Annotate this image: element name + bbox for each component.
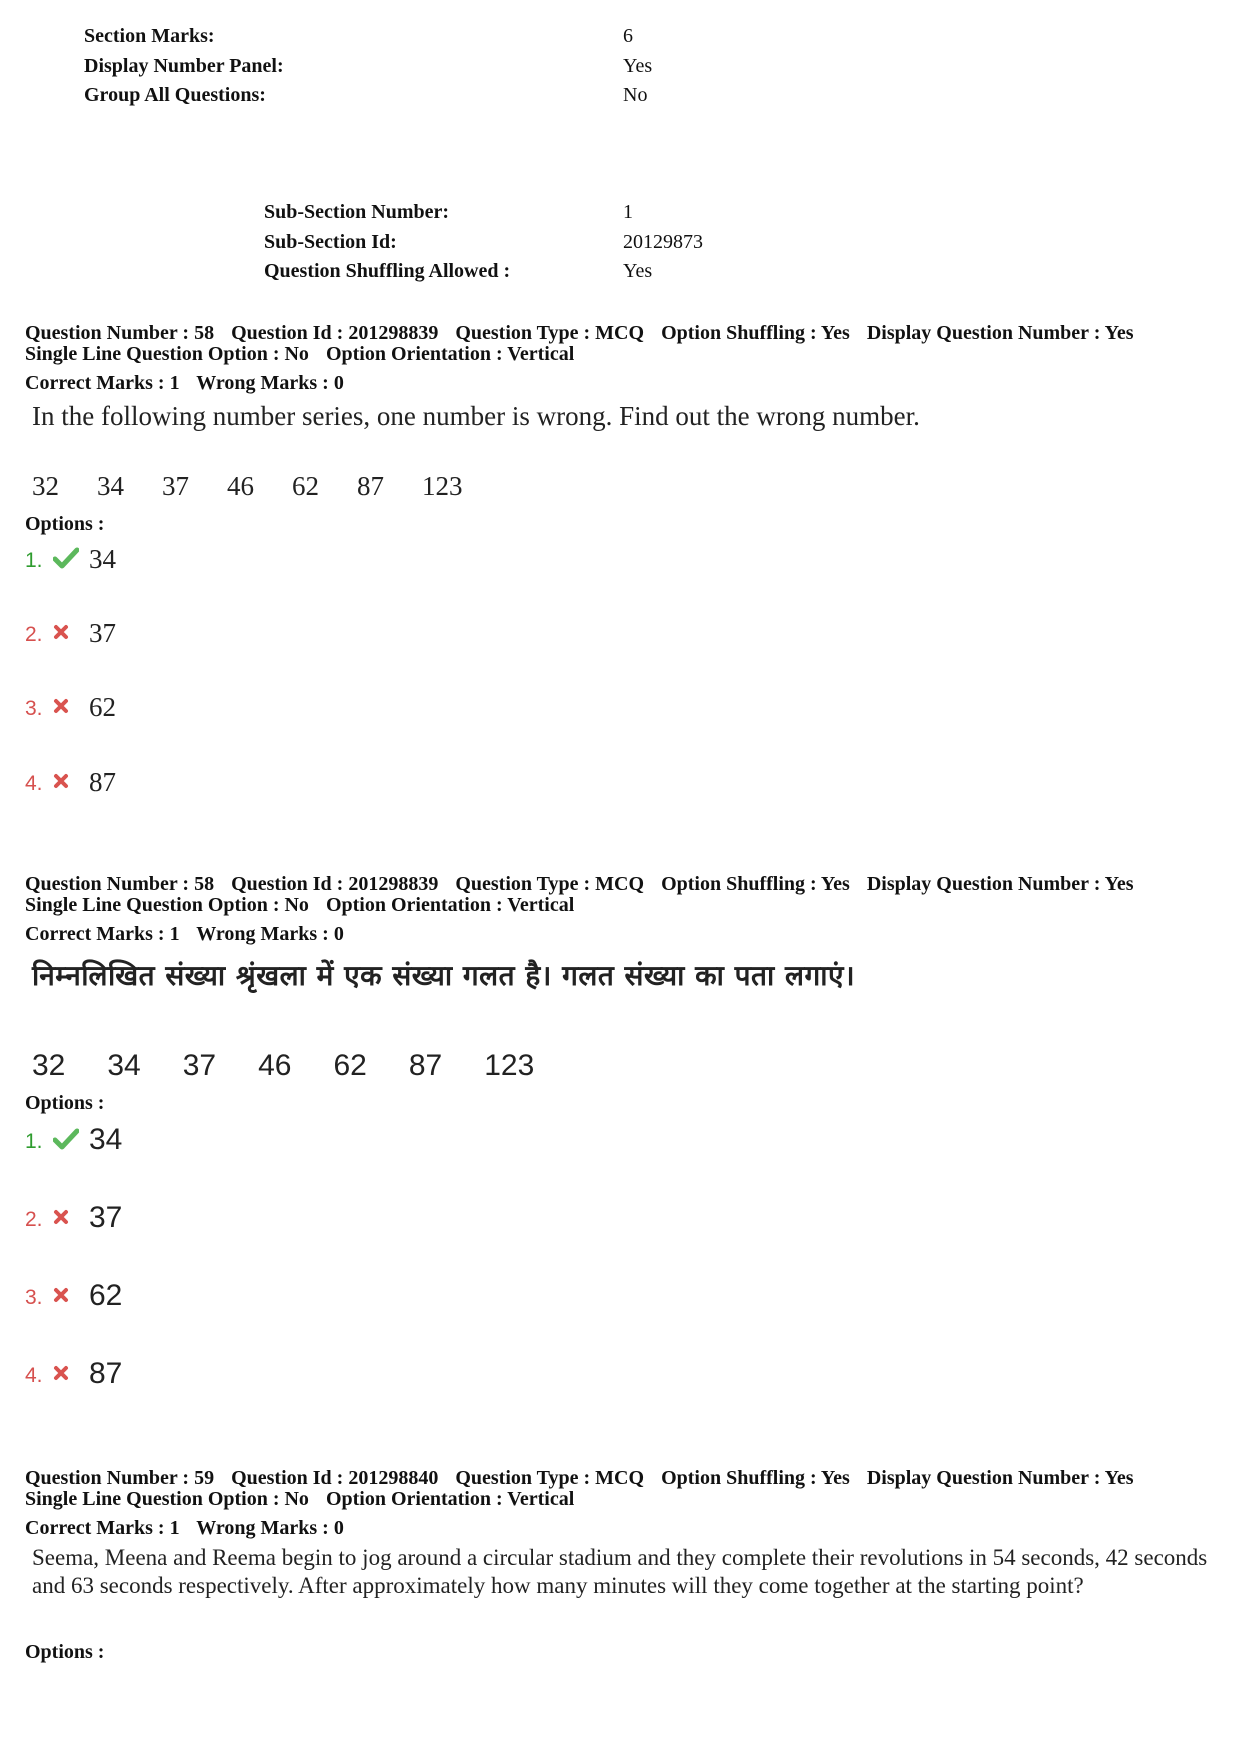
option-item[interactable] — [25, 543, 116, 573]
question-id: Question Id : 201298839 — [231, 873, 439, 895]
series-number: 87 — [357, 471, 384, 501]
series-number: 34 — [97, 471, 124, 501]
series-number: 123 — [422, 471, 463, 501]
question-number: Question Number : 58 — [25, 322, 215, 344]
option-value: 37 — [89, 618, 116, 648]
option-number: 4. — [25, 772, 43, 795]
options-label: Options : — [25, 1092, 105, 1114]
display-number-panel-value: Yes — [623, 55, 653, 77]
option-value: 34 — [89, 1123, 123, 1156]
question-meta-line-3 — [25, 1518, 356, 1539]
series-number: 32 — [32, 471, 59, 501]
series-number: 62 — [333, 1049, 367, 1082]
question-number: Question Number : 59 — [25, 1467, 215, 1489]
question-meta-line-1 — [25, 1468, 1146, 1489]
option-orientation: Option Orientation : Vertical — [325, 894, 575, 916]
cross-icon — [53, 1358, 89, 1388]
question-type: Question Type : MCQ — [455, 322, 645, 344]
sub-section-number-label: Sub-Section Number: — [264, 201, 450, 223]
option-shuffling: Option Shuffling : Yes — [661, 322, 850, 344]
wrong-marks: Wrong Marks : 0 — [196, 1517, 344, 1539]
question-text: निम्नलिखित संख्या श्रृंखला में एक संख्या गलत है। गलत संख्या का पता लगाएं। — [32, 959, 856, 992]
question-meta-line-3 — [25, 373, 356, 394]
option-number: 2. — [25, 1208, 43, 1231]
question-meta-line-3 — [25, 924, 356, 945]
question-text: In the following number series, one number is wrong. Find out the wrong number. — [32, 401, 920, 431]
question-meta-line-2 — [25, 344, 586, 365]
series-number: 37 — [182, 1049, 217, 1082]
question-meta-line-1 — [25, 874, 1146, 895]
option-item[interactable] — [25, 1280, 122, 1310]
question-type: Question Type : MCQ — [455, 1467, 645, 1489]
sub-section-number-value: 1 — [623, 201, 633, 223]
option-value: 37 — [89, 1201, 123, 1234]
series-number: 46 — [227, 471, 254, 501]
question-id: Question Id : 201298840 — [231, 1467, 439, 1489]
option-item[interactable] — [25, 691, 116, 721]
question-shuffling-value: Yes — [623, 260, 653, 282]
display-question-number: Display Question Number : Yes — [866, 873, 1134, 895]
option-value: 62 — [89, 1279, 123, 1312]
display-number-panel-label: Display Number Panel: — [84, 55, 284, 77]
option-number: 4. — [25, 1364, 43, 1387]
option-item[interactable] — [25, 766, 116, 796]
group-all-questions-label: Group All Questions: — [84, 84, 266, 106]
series-number: 37 — [162, 471, 189, 501]
cross-icon — [53, 1280, 89, 1310]
option-orientation: Option Orientation : Vertical — [325, 1488, 575, 1510]
sub-section-id-value: 20129873 — [623, 231, 703, 253]
section-marks-label: Section Marks: — [84, 25, 215, 47]
option-orientation: Option Orientation : Vertical — [325, 343, 575, 365]
option-value: 62 — [89, 692, 116, 722]
option-value: 34 — [89, 544, 116, 574]
question-text: Seema, Meena and Reema begin to jog around a circular stadium and they complete their revolutions in 54 seconds, 42 seconds and 63 seconds respectively. After approximately how many minutes will they come together at the starting point? — [32, 1545, 1208, 1598]
series-number: 46 — [258, 1049, 292, 1082]
option-item[interactable] — [25, 1202, 122, 1232]
option-shuffling: Option Shuffling : Yes — [661, 873, 850, 895]
wrong-marks: Wrong Marks : 0 — [196, 372, 344, 394]
display-question-number: Display Question Number : Yes — [866, 322, 1134, 344]
option-item[interactable] — [25, 1358, 122, 1388]
options-label: Options : — [25, 1641, 105, 1663]
correct-marks: Correct Marks : 1 — [25, 372, 180, 394]
sub-section-id-label: Sub-Section Id: — [264, 231, 397, 253]
question-meta-line-2 — [25, 1489, 586, 1510]
question-number: Question Number : 58 — [25, 873, 215, 895]
option-item[interactable] — [25, 617, 116, 647]
series-number: 123 — [484, 1049, 535, 1082]
display-question-number: Display Question Number : Yes — [866, 1467, 1134, 1489]
options-label: Options : — [25, 513, 105, 535]
question-meta-line-2 — [25, 895, 586, 916]
number-series — [32, 1049, 576, 1083]
option-number: 2. — [25, 623, 43, 646]
question-id: Question Id : 201298839 — [231, 322, 439, 344]
single-line-option: Single Line Question Option : No — [25, 343, 309, 365]
option-number: 3. — [25, 1286, 43, 1309]
cross-icon — [53, 766, 89, 796]
series-number: 32 — [32, 1049, 66, 1082]
single-line-option: Single Line Question Option : No — [25, 1488, 309, 1510]
question-meta-line-1 — [25, 323, 1146, 344]
check-icon — [53, 543, 89, 573]
option-number: 3. — [25, 697, 43, 720]
group-all-questions-value: No — [623, 84, 648, 106]
cross-icon — [53, 1202, 89, 1232]
number-series — [32, 471, 501, 502]
correct-marks: Correct Marks : 1 — [25, 923, 180, 945]
section-marks-value: 6 — [623, 25, 633, 47]
series-number: 62 — [292, 471, 319, 501]
option-shuffling: Option Shuffling : Yes — [661, 1467, 850, 1489]
option-number: 1. — [25, 549, 43, 572]
wrong-marks: Wrong Marks : 0 — [196, 923, 344, 945]
single-line-option: Single Line Question Option : No — [25, 894, 309, 916]
cross-icon — [53, 617, 89, 647]
cross-icon — [53, 691, 89, 721]
check-icon — [53, 1124, 89, 1154]
question-type: Question Type : MCQ — [455, 873, 645, 895]
correct-marks: Correct Marks : 1 — [25, 1517, 180, 1539]
option-value: 87 — [89, 1357, 123, 1390]
series-number: 87 — [408, 1049, 443, 1082]
series-number: 34 — [107, 1049, 141, 1082]
question-shuffling-label: Question Shuffling Allowed : — [264, 260, 511, 282]
option-number: 1. — [25, 1130, 43, 1153]
option-value: 87 — [89, 767, 116, 797]
option-item[interactable] — [25, 1124, 122, 1154]
